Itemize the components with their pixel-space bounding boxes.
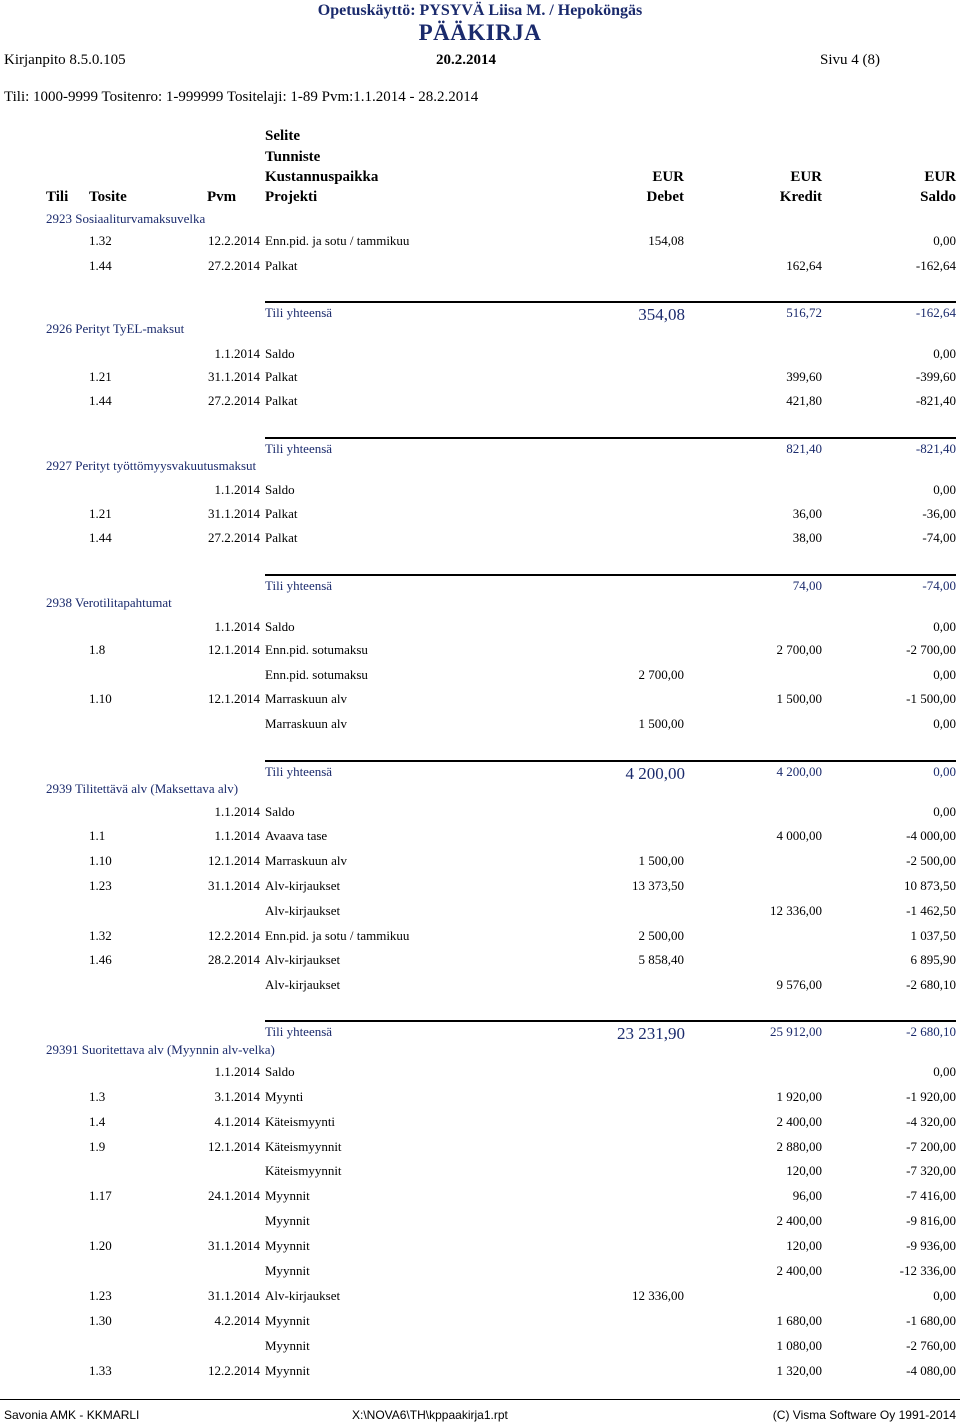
table-row (0, 1288, 960, 1306)
cell-selite: Alv-kirjaukset (265, 977, 341, 992)
cell-saldo: 0,00 (933, 233, 956, 248)
cell-kredit: 2 400,00 (776, 1114, 822, 1129)
cell-selite: Palkat (265, 369, 298, 384)
total-debet: 23 231,90 (617, 1024, 685, 1043)
cell-selite: Myynti (265, 1089, 304, 1104)
cell-selite: Saldo (265, 1064, 295, 1079)
cell-debet: 13 373,50 (632, 878, 684, 893)
cell-kredit: 38,00 (792, 530, 822, 545)
cell-kredit: 1 920,00 (776, 1089, 822, 1104)
table-row (0, 691, 960, 709)
cell-selite: Myynnit (265, 1263, 310, 1278)
cell-kredit: 36,00 (792, 506, 822, 521)
cell-selite: Enn.pid. ja sotu / tammikuu (265, 928, 410, 943)
cell-saldo: -2 680,10 (906, 977, 956, 992)
cell-saldo: -36,00 (922, 506, 956, 521)
cell-saldo: -74,00 (922, 530, 956, 545)
cell-tosite: 1.4 (89, 1114, 106, 1129)
col-debet: Debet (646, 189, 684, 205)
table-row (0, 1089, 960, 1107)
cell-selite: Saldo (265, 346, 295, 361)
total-label: Tili yhteensä (265, 1024, 333, 1039)
account-header: 29391 Suoritettava alv (Myynnin alv-velka) (46, 1042, 275, 1057)
total-debet: 4 200,00 (625, 764, 685, 783)
total-saldo: -162,64 (915, 305, 956, 320)
table-row (0, 642, 960, 660)
cell-selite: Palkat (265, 506, 298, 521)
total-label: Tili yhteensä (265, 305, 333, 320)
col-selite: Selite (265, 128, 300, 144)
cell-pvm: 1.1.2014 (214, 1064, 260, 1079)
cell-saldo: -1 920,00 (906, 1089, 956, 1104)
cell-pvm: 1.1.2014 (214, 828, 260, 843)
account-total (265, 760, 956, 786)
company-heading: Opetuskäyttö: PYSYVÄ Liisa M. / Hepoköngäs (317, 2, 643, 19)
cell-pvm: 12.1.2014 (208, 691, 260, 706)
cell-tosite: 1.8 (89, 642, 106, 657)
cell-pvm: 4.2.2014 (214, 1313, 260, 1328)
cell-kredit: 120,00 (786, 1238, 822, 1253)
col-kustannuspaikka: Kustannuspaikka (265, 169, 379, 185)
cell-selite: Myynnit (265, 1188, 310, 1203)
cell-tosite: 1.46 (89, 952, 112, 967)
cell-selite: Enn.pid. sotumaksu (265, 667, 368, 682)
table-row (0, 716, 960, 734)
cell-selite: Palkat (265, 530, 298, 545)
cell-tosite: 1.44 (89, 530, 112, 545)
cell-tosite: 1.20 (89, 1238, 112, 1253)
total-kredit: 821,40 (786, 441, 822, 456)
col-tunniste: Tunniste (265, 149, 321, 165)
account-total (265, 301, 956, 327)
cell-saldo: -821,40 (915, 393, 956, 408)
cell-saldo: -2 760,00 (906, 1338, 956, 1353)
cell-saldo: 6 895,90 (910, 952, 956, 967)
cell-saldo: -7 320,00 (906, 1163, 956, 1178)
col-projekti: Projekti (265, 189, 318, 205)
report-filter: Tili: 1000-9999 Tositenro: 1-999999 Tositelaji: 1-89 Pvm:1.1.2014 - 28.2.2014 (4, 89, 479, 105)
cell-selite: Käteismyynnit (265, 1139, 342, 1154)
cell-selite: Palkat (265, 258, 298, 273)
cell-selite: Marraskuun alv (265, 853, 347, 868)
cell-kredit: 1 500,00 (776, 691, 822, 706)
cell-selite: Myynnit (265, 1363, 310, 1378)
cell-selite: Enn.pid. ja sotu / tammikuu (265, 233, 410, 248)
cell-tosite: 1.9 (89, 1139, 106, 1154)
cell-kredit: 2 880,00 (776, 1139, 822, 1154)
total-saldo: -2 680,10 (906, 1024, 956, 1039)
table-row (0, 1363, 960, 1381)
col-saldo: Saldo (920, 189, 956, 205)
cell-tosite: 1.32 (89, 928, 112, 943)
cell-pvm: 27.2.2014 (208, 393, 260, 408)
cell-kredit: 2 700,00 (776, 642, 822, 657)
total-saldo: -74,00 (922, 578, 956, 593)
cell-pvm: 31.1.2014 (208, 369, 260, 384)
cell-pvm: 31.1.2014 (208, 506, 260, 521)
cell-saldo: 10 873,50 (904, 878, 956, 893)
total-label: Tili yhteensä (265, 578, 333, 593)
cell-kredit: 2 400,00 (776, 1213, 822, 1228)
cell-pvm: 12.2.2014 (208, 233, 260, 248)
cell-saldo: -2 700,00 (906, 642, 956, 657)
col-kredit-currency: EUR (790, 169, 822, 185)
total-kredit: 4 200,00 (776, 764, 822, 779)
account-header: 2939 Tilitettävä alv (Maksettava alv) (46, 781, 239, 796)
cell-selite: Käteismyynnit (265, 1163, 342, 1178)
total-debet: 354,08 (638, 305, 685, 324)
cell-selite: Enn.pid. sotumaksu (265, 642, 368, 657)
footer-left: Savonia AMK - KKMARLI (4, 1408, 140, 1422)
table-row (0, 482, 960, 500)
cell-saldo: -7 200,00 (906, 1139, 956, 1154)
cell-selite: Myynnit (265, 1238, 310, 1253)
cell-pvm: 4.1.2014 (214, 1114, 260, 1129)
total-kredit: 25 912,00 (770, 1024, 822, 1039)
cell-selite: Avaava tase (265, 828, 328, 843)
table-row (0, 853, 960, 871)
table-row (0, 1064, 960, 1082)
table-row (0, 530, 960, 548)
table-row (0, 928, 960, 946)
cell-selite: Palkat (265, 393, 298, 408)
cell-kredit: 162,64 (786, 258, 822, 273)
cell-saldo: 0,00 (933, 1288, 956, 1303)
cell-kredit: 9 576,00 (776, 977, 822, 992)
cell-pvm: 1.1.2014 (214, 804, 260, 819)
table-row (0, 1163, 960, 1181)
cell-selite: Alv-kirjaukset (265, 878, 341, 893)
cell-saldo: -399,60 (915, 369, 956, 384)
cell-tosite: 1.32 (89, 233, 112, 248)
cell-pvm: 12.1.2014 (208, 642, 260, 657)
cell-kredit: 1 680,00 (776, 1313, 822, 1328)
cell-kredit: 4 000,00 (776, 828, 822, 843)
cell-selite: Saldo (265, 619, 295, 634)
cell-saldo: -1 462,50 (906, 903, 956, 918)
cell-saldo: 0,00 (933, 804, 956, 819)
report-title: PÄÄKIRJA (418, 20, 542, 45)
cell-pvm: 1.1.2014 (214, 482, 260, 497)
cell-selite: Käteismyynti (265, 1114, 336, 1129)
cell-saldo: -2 500,00 (906, 853, 956, 868)
col-saldo-currency: EUR (924, 169, 956, 185)
cell-debet: 154,08 (648, 233, 684, 248)
table-row (0, 667, 960, 685)
cell-selite: Alv-kirjaukset (265, 903, 341, 918)
cell-selite: Alv-kirjaukset (265, 952, 341, 967)
cell-saldo: -4 320,00 (906, 1114, 956, 1129)
cell-kredit: 120,00 (786, 1163, 822, 1178)
cell-pvm: 12.2.2014 (208, 1363, 260, 1378)
cell-selite: Myynnit (265, 1313, 310, 1328)
cell-debet: 2 700,00 (638, 667, 684, 682)
table-row (0, 619, 960, 637)
cell-selite: Myynnit (265, 1213, 310, 1228)
account-total (265, 574, 956, 600)
col-pvm: Pvm (207, 189, 237, 205)
cell-selite: Myynnit (265, 1338, 310, 1353)
col-kredit: Kredit (779, 189, 822, 205)
total-saldo: 0,00 (933, 764, 956, 779)
table-row (0, 346, 960, 364)
account-header: 2938 Verotilitapahtumat (46, 595, 172, 610)
total-saldo: -821,40 (915, 441, 956, 456)
cell-saldo: -1 500,00 (906, 691, 956, 706)
col-tosite: Tosite (89, 189, 127, 205)
cell-pvm: 1.1.2014 (214, 619, 260, 634)
table-row (0, 1188, 960, 1206)
cell-saldo: 0,00 (933, 482, 956, 497)
table-row (0, 952, 960, 970)
cell-tosite: 1.10 (89, 853, 112, 868)
cell-saldo: -162,64 (915, 258, 956, 273)
cell-debet: 1 500,00 (638, 716, 684, 731)
account-header: 2926 Perityt TyEL-maksut (46, 321, 185, 336)
cell-kredit: 421,80 (786, 393, 822, 408)
table-row (0, 1139, 960, 1157)
footer-center: X:\NOVA6\TH\kppaakirja1.rpt (352, 1408, 508, 1422)
table-row (0, 1313, 960, 1331)
table-row (0, 903, 960, 921)
cell-tosite: 1.44 (89, 393, 112, 408)
cell-saldo: -7 416,00 (906, 1188, 956, 1203)
cell-tosite: 1.30 (89, 1313, 112, 1328)
cell-selite: Marraskuun alv (265, 691, 347, 706)
table-row (0, 393, 960, 411)
cell-pvm: 27.2.2014 (208, 258, 260, 273)
report-date: 20.2.2014 (436, 52, 496, 68)
account-total (265, 1020, 956, 1046)
total-kredit: 74,00 (792, 578, 822, 593)
cell-saldo: -1 680,00 (906, 1313, 956, 1328)
cell-tosite: 1.23 (89, 1288, 112, 1303)
cell-tosite: 1.23 (89, 878, 112, 893)
cell-pvm: 27.2.2014 (208, 530, 260, 545)
cell-saldo: -4 000,00 (906, 828, 956, 843)
cell-selite: Saldo (265, 482, 295, 497)
total-kredit: 516,72 (786, 305, 822, 320)
table-row (0, 1238, 960, 1256)
cell-tosite: 1.44 (89, 258, 112, 273)
cell-debet: 5 858,40 (638, 952, 684, 967)
table-row (0, 369, 960, 387)
cell-tosite: 1.10 (89, 691, 112, 706)
cell-saldo: 0,00 (933, 667, 956, 682)
total-label: Tili yhteensä (265, 441, 333, 456)
table-row (0, 878, 960, 896)
cell-pvm: 31.1.2014 (208, 1238, 260, 1253)
account-header: 2923 Sosiaaliturvamaksuvelka (46, 211, 206, 226)
cell-saldo: 0,00 (933, 619, 956, 634)
cell-pvm: 24.1.2014 (208, 1188, 260, 1203)
cell-debet: 1 500,00 (638, 853, 684, 868)
cell-kredit: 1 080,00 (776, 1338, 822, 1353)
footer-right: (C) Visma Software Oy 1991-2014 (772, 1408, 956, 1422)
cell-pvm: 12.1.2014 (208, 853, 260, 868)
cell-pvm: 28.2.2014 (208, 952, 260, 967)
cell-selite: Saldo (265, 804, 295, 819)
cell-tosite: 1.21 (89, 369, 112, 384)
cell-tosite: 1.3 (89, 1089, 106, 1104)
program-version: Kirjanpito 8.5.0.105 (4, 52, 126, 68)
cell-tosite: 1.1 (89, 828, 106, 843)
page-footer (0, 1399, 960, 1424)
cell-kredit: 399,60 (786, 369, 822, 384)
account-header: 2927 Perityt työttömyysvakuutusmaksut (46, 458, 257, 473)
cell-saldo: 0,00 (933, 716, 956, 731)
table-row (0, 258, 960, 276)
cell-kredit: 96,00 (792, 1188, 822, 1203)
cell-tosite: 1.33 (89, 1363, 112, 1378)
cell-tosite: 1.17 (89, 1188, 112, 1203)
table-row (0, 977, 960, 995)
cell-pvm: 12.2.2014 (208, 928, 260, 943)
cell-kredit: 1 320,00 (776, 1363, 822, 1378)
page-number: Sivu 4 (8) (820, 52, 880, 68)
cell-selite: Marraskuun alv (265, 716, 347, 731)
cell-saldo: 0,00 (933, 346, 956, 361)
table-row (0, 804, 960, 822)
col-tili: Tili (46, 189, 69, 205)
total-label: Tili yhteensä (265, 764, 333, 779)
account-total (265, 437, 956, 463)
cell-pvm: 31.1.2014 (208, 1288, 260, 1303)
cell-pvm: 31.1.2014 (208, 878, 260, 893)
cell-kredit: 2 400,00 (776, 1263, 822, 1278)
table-row (0, 233, 960, 251)
table-row (0, 1213, 960, 1231)
cell-debet: 12 336,00 (632, 1288, 684, 1303)
cell-saldo: -9 816,00 (906, 1213, 956, 1228)
cell-saldo: 1 037,50 (910, 928, 956, 943)
cell-saldo: -4 080,00 (906, 1363, 956, 1378)
cell-kredit: 12 336,00 (770, 903, 822, 918)
table-row (0, 1114, 960, 1132)
cell-pvm: 3.1.2014 (214, 1089, 260, 1104)
cell-pvm: 12.1.2014 (208, 1139, 260, 1154)
cell-selite: Alv-kirjaukset (265, 1288, 341, 1303)
cell-saldo: 0,00 (933, 1064, 956, 1079)
col-debet-currency: EUR (652, 169, 684, 185)
cell-saldo: -12 336,00 (899, 1263, 956, 1278)
cell-tosite: 1.21 (89, 506, 112, 521)
table-row (0, 1263, 960, 1281)
table-row (0, 828, 960, 846)
cell-pvm: 1.1.2014 (214, 346, 260, 361)
cell-debet: 2 500,00 (638, 928, 684, 943)
cell-saldo: -9 936,00 (906, 1238, 956, 1253)
table-row (0, 1338, 960, 1356)
table-row (0, 506, 960, 524)
